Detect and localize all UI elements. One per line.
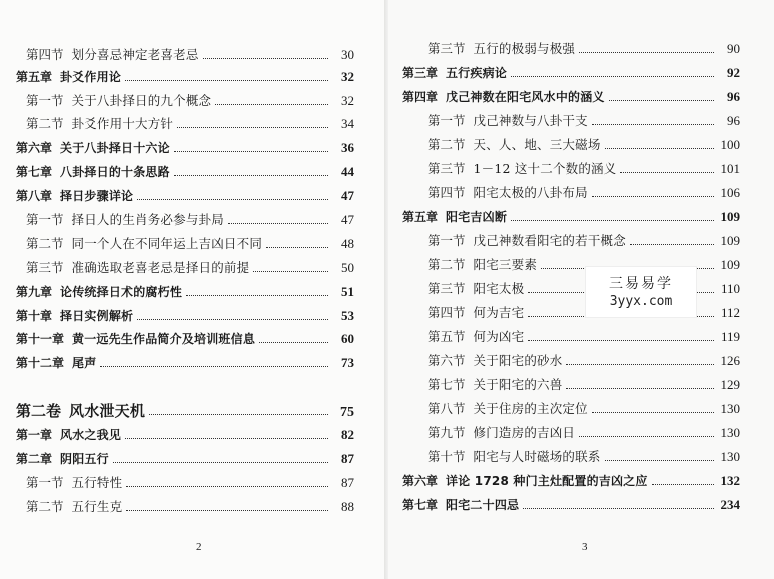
dot-leader <box>149 414 328 415</box>
dot-leader <box>126 486 328 487</box>
dot-leader <box>253 271 328 272</box>
toc-entry-page: 32 <box>341 93 354 108</box>
left-page <box>0 0 384 579</box>
toc-chapter-entry <box>402 470 740 492</box>
toc-entry-page: 112 <box>720 305 740 320</box>
toc-entry-number: 第二章 <box>16 452 53 466</box>
toc-entry-page: 109 <box>720 257 740 272</box>
toc-entry-title: 择日实例解析 <box>60 309 134 323</box>
toc-entry-page: 87 <box>341 475 354 490</box>
dot-leader <box>605 460 714 461</box>
right-page <box>388 0 774 579</box>
toc-entry-title: 择日步骤详论 <box>60 189 134 203</box>
toc-entry-page: 88 <box>341 499 354 514</box>
toc-entry-number: 第三章 <box>402 66 439 80</box>
toc-entry-page: 126 <box>720 353 740 368</box>
toc-entry-number: 第一节 <box>26 93 64 108</box>
toc-entry-page: 51 <box>341 284 354 299</box>
toc-entry-page: 119 <box>720 329 740 344</box>
toc-section-entry <box>428 326 740 348</box>
toc-entry-number: 第十一章 <box>16 332 65 346</box>
toc-entry-title: 五行生克 <box>71 499 123 514</box>
dot-leader <box>528 340 714 341</box>
dot-leader <box>566 388 714 389</box>
toc-section-entry <box>26 90 354 112</box>
toc-chapter-entry <box>16 305 354 327</box>
toc-section-entry <box>428 182 740 204</box>
toc-entry-number: 第四章 <box>402 90 439 104</box>
dot-leader <box>177 127 328 128</box>
dot-leader <box>186 295 328 296</box>
dot-leader <box>228 223 328 224</box>
toc-entry-number: 第五章 <box>402 210 439 224</box>
toc-entry-page: 132 <box>720 473 740 488</box>
toc-entry-page: 30 <box>341 47 354 62</box>
dot-leader <box>652 484 714 485</box>
toc-chapter-entry <box>402 494 740 516</box>
toc-section-entry <box>26 233 354 255</box>
toc-entry-page: 106 <box>720 185 740 200</box>
dot-leader <box>259 342 328 343</box>
dot-leader <box>126 510 328 511</box>
toc-section-entry <box>428 38 740 60</box>
toc-entry-title: 详论 1728 种门主灶配置的吉凶之应 <box>446 474 648 488</box>
page-number-left: 2 <box>196 541 202 553</box>
toc-entry-number: 第一节 <box>428 233 466 248</box>
toc-entry-title: 卦爻作用论 <box>60 70 122 84</box>
toc-entry-number: 第十二章 <box>16 356 65 370</box>
toc-entry-number: 第九章 <box>16 285 53 299</box>
toc-entry-number: 第十章 <box>16 309 53 323</box>
toc-section-entry <box>428 230 740 252</box>
dot-leader <box>174 175 328 176</box>
toc-entry-number: 第九节 <box>428 425 466 440</box>
page-number-right: 3 <box>582 541 588 553</box>
toc-entry-title: 阴阳五行 <box>60 452 109 466</box>
toc-section-entry <box>428 398 740 420</box>
toc-entry-number: 第三节 <box>428 41 466 56</box>
dot-leader <box>100 366 328 367</box>
toc-entry-page: 96 <box>727 113 740 128</box>
toc-entry-title: 关于住房的主次定位 <box>473 401 588 416</box>
toc-entry-title: 五行特性 <box>71 475 123 490</box>
toc-entry-title: 阳宅与人时磁场的联系 <box>473 449 601 464</box>
toc-volume-entry <box>16 400 354 422</box>
dot-leader <box>630 244 714 245</box>
dot-leader <box>579 52 714 53</box>
toc-chapter-entry <box>16 352 354 374</box>
toc-entry-page: 34 <box>341 116 354 131</box>
toc-entry-number: 第二节 <box>26 116 64 131</box>
toc-entry-number: 第五章 <box>16 70 53 84</box>
toc-entry-page: 129 <box>720 377 740 392</box>
dot-leader <box>592 124 714 125</box>
toc-entry-page: 90 <box>727 41 740 56</box>
toc-entry-number: 第三节 <box>428 161 466 176</box>
dot-leader <box>215 104 328 105</box>
watermark-url: 3yyx.com <box>609 294 673 309</box>
toc-entry-page: 36 <box>341 140 354 155</box>
dot-leader <box>511 76 714 77</box>
toc-entry-page: 53 <box>341 308 354 323</box>
toc-entry-page: 44 <box>341 164 354 179</box>
dot-leader <box>523 508 714 509</box>
toc-entry-title: 1－12 这十二个数的涵义 <box>473 161 617 176</box>
toc-section-entry <box>428 422 740 444</box>
dot-leader <box>592 412 714 413</box>
toc-entry-number: 第三节 <box>428 281 466 296</box>
toc-chapter-entry <box>402 86 740 108</box>
toc-entry-number: 第六章 <box>16 141 53 155</box>
toc-entry-number: 第七章 <box>402 498 439 512</box>
toc-entry-page: 50 <box>341 260 354 275</box>
toc-entry-title: 划分喜忌神定老喜老忌 <box>71 47 199 62</box>
toc-entry-page: 130 <box>720 401 740 416</box>
dot-leader <box>266 247 328 248</box>
toc-entry-number: 第四节 <box>428 185 466 200</box>
dot-leader <box>137 199 328 200</box>
toc-entry-title: 风水泄天机 <box>69 402 146 420</box>
toc-section-entry <box>26 209 354 231</box>
toc-entry-page: 73 <box>341 355 354 370</box>
toc-entry-page: 47 <box>341 188 354 203</box>
toc-entry-number: 第一章 <box>16 428 53 442</box>
toc-entry-page: 234 <box>720 497 740 512</box>
dot-leader <box>125 80 328 81</box>
toc-entry-number: 第二卷 <box>16 402 62 420</box>
toc-section-entry <box>26 472 354 494</box>
toc-chapter-entry <box>16 66 354 88</box>
toc-entry-page: 92 <box>727 65 740 80</box>
toc-entry-number: 第四节 <box>26 47 64 62</box>
dot-leader <box>125 438 328 439</box>
toc-entry-page: 75 <box>340 405 354 420</box>
toc-entry-title: 五行的极弱与极强 <box>473 41 576 56</box>
toc-entry-title: 阳宅三要素 <box>473 257 538 272</box>
toc-entry-title: 修门造房的吉凶日 <box>473 425 576 440</box>
toc-entry-number: 第八章 <box>16 189 53 203</box>
toc-entry-title: 阳宅太极的八卦布局 <box>473 185 588 200</box>
dot-leader <box>113 462 328 463</box>
dot-leader <box>620 172 714 173</box>
toc-entry-number: 第七节 <box>428 377 466 392</box>
dot-leader <box>203 58 328 59</box>
dot-leader <box>566 364 714 365</box>
toc-entry-number: 第一节 <box>26 212 64 227</box>
toc-entry-number: 第二节 <box>428 137 466 152</box>
toc-entry-title: 天、人、地、三大磁场 <box>473 137 601 152</box>
toc-section-entry <box>26 44 354 66</box>
toc-section-entry <box>428 110 740 132</box>
toc-entry-title: 何为凶宅 <box>473 329 525 344</box>
toc-entry-page: 110 <box>720 281 740 296</box>
dot-leader <box>579 436 714 437</box>
dot-leader <box>592 196 714 197</box>
toc-entry-page: 48 <box>341 236 354 251</box>
toc-entry-title: 关于八卦择日十六论 <box>60 141 170 155</box>
toc-entry-number: 第二节 <box>26 236 64 251</box>
watermark-text: 三易易学 <box>609 276 673 292</box>
toc-entry-title: 尾声 <box>72 356 97 370</box>
watermark-logo <box>585 266 697 318</box>
toc-chapter-entry <box>402 62 740 84</box>
toc-entry-number: 第四节 <box>428 305 466 320</box>
toc-entry-title: 五行疾病论 <box>446 66 508 80</box>
toc-section-entry <box>428 374 740 396</box>
dot-leader <box>137 319 328 320</box>
toc-entry-number: 第六节 <box>428 353 466 368</box>
toc-entry-number: 第一节 <box>26 475 64 490</box>
toc-entry-page: 130 <box>720 449 740 464</box>
toc-entry-page: 32 <box>341 69 354 84</box>
toc-entry-title: 关于阳宅的六兽 <box>473 377 563 392</box>
toc-entry-number: 第二节 <box>428 257 466 272</box>
toc-chapter-entry <box>16 185 354 207</box>
dot-leader <box>511 220 714 221</box>
toc-chapter-entry <box>16 161 354 183</box>
toc-entry-page: 47 <box>341 212 354 227</box>
toc-chapter-entry <box>16 328 354 350</box>
toc-entry-page: 109 <box>720 209 740 224</box>
toc-entry-title: 八卦择日的十条思路 <box>60 165 170 179</box>
toc-entry-title: 关于八卦择日的九个概念 <box>71 93 212 108</box>
toc-section-entry <box>428 350 740 372</box>
toc-section-entry <box>26 257 354 279</box>
toc-entry-title: 戊己神数与八卦干支 <box>473 113 588 128</box>
toc-entry-page: 96 <box>727 89 740 104</box>
toc-entry-number: 第二节 <box>26 499 64 514</box>
toc-chapter-entry <box>16 448 354 470</box>
toc-section-entry <box>428 446 740 468</box>
toc-entry-page: 100 <box>720 137 740 152</box>
toc-entry-title: 择日人的生肖务必参与卦局 <box>71 212 224 227</box>
toc-entry-number: 第七章 <box>16 165 53 179</box>
toc-entry-number: 第三节 <box>26 260 64 275</box>
toc-entry-page: 82 <box>341 427 354 442</box>
toc-entry-number: 第五节 <box>428 329 466 344</box>
toc-entry-page: 87 <box>341 451 354 466</box>
toc-entry-number: 第八节 <box>428 401 466 416</box>
toc-chapter-entry <box>16 281 354 303</box>
toc-entry-number: 第六章 <box>402 474 439 488</box>
toc-entry-title: 何为吉宅 <box>473 305 525 320</box>
toc-section-entry <box>428 134 740 156</box>
dot-leader <box>174 151 328 152</box>
toc-entry-page: 130 <box>720 425 740 440</box>
toc-section-entry <box>26 496 354 518</box>
toc-chapter-entry <box>16 424 354 446</box>
toc-entry-title: 阳宅吉凶断 <box>446 210 508 224</box>
toc-entry-title: 准确选取老喜老忌是择日的前提 <box>71 260 250 275</box>
toc-section-entry <box>26 113 354 135</box>
toc-entry-title: 戊己神数看阳宅的若干概念 <box>473 233 626 248</box>
toc-entry-title: 关于阳宅的砂水 <box>473 353 563 368</box>
toc-entry-title: 卦爻作用十大方针 <box>71 116 174 131</box>
dot-leader <box>605 148 714 149</box>
toc-chapter-entry <box>16 137 354 159</box>
toc-entry-number: 第十节 <box>428 449 466 464</box>
toc-entry-title: 风水之我见 <box>60 428 122 442</box>
toc-section-entry <box>428 158 740 180</box>
toc-entry-number: 第一节 <box>428 113 466 128</box>
toc-entry-page: 109 <box>720 233 740 248</box>
toc-entry-title: 阳宅二十四忌 <box>446 498 520 512</box>
dot-leader <box>609 100 714 101</box>
toc-entry-page: 60 <box>341 331 354 346</box>
toc-entry-title: 同一个人在不同年运上吉凶日不同 <box>71 236 263 251</box>
toc-entry-title: 阳宅太极 <box>473 281 525 296</box>
toc-entry-title: 戊己神数在阳宅风水中的涵义 <box>446 90 605 104</box>
toc-chapter-entry <box>402 206 740 228</box>
toc-entry-title: 黄一远先生作品简介及培训班信息 <box>72 332 256 346</box>
toc-entry-title: 论传统择日术的腐朽性 <box>60 285 183 299</box>
toc-entry-page: 101 <box>720 161 740 176</box>
